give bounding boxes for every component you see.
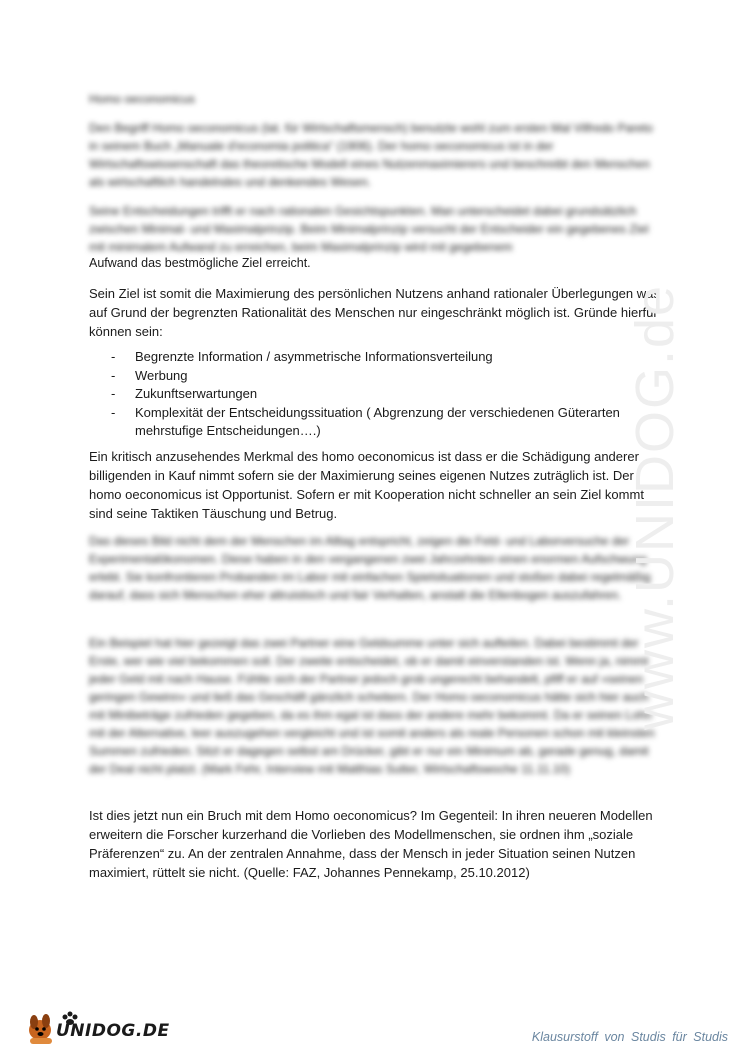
paragraph-6: Ein Beispiel hat hier gezeigt das zwei Partner eine Geldsumme unter sich aufteilen. Dabei bestimmt der Erste, wer wie viel bekommen soll. Der zweite entscheidet, ob er damit einverstanden ist. Wenn ja, nimmt jeder Geld mit nach Hause. Fühlte sich der Partner jedoch grob ungerecht behandelt, pfiff er auf »seinen geringen Gewinn« und ließ das Geschäft gänzlich scheitern. Der Homo oeconomicus hätte sich hier auch mit Minibeträge zufrieden gegeben, da es ihm egal ist dass der andere mehr bekommt. Da er seinen Lohn mit der Alternative, leer auszugehen vergleicht und ist somit anders als reale Personen schon mit kleinsten Summen zufrieden. Sitzt er dagegen selbst am Drücker, gibt er nur ein Minimum ab, gerade genug, damit der Deal nicht platzt. (Mark Fehr, Interview mit Matthias Sutter, Wirtschaftswoche 11.11.10) [89,636,655,776]
site-watermark: www.UNIDOG.de [625,283,685,730]
paragraph-5: Das dieses Bild nicht dem der Menschen im Alltag entspricht, zeigen die Feld- und Laborversuche der Experimentalökonomen. Diese haben in den vergangenen zwei Jahrzehnten einen enormen Aufschwung erlebt. Sie konfrontieren Probanden im Labor mit einfachen Spielsituationen und stoßen dabei regelmäßig darauf, dass sich Menschen eher altruistisch und fair Verhalten, anstatt die Ellenbogen auszufahren. [89,534,651,602]
paragraph-2-last-line: Aufwand das bestmögliche Ziel erreicht. [89,256,311,270]
document-title: Homo oeconomicus [89,92,196,106]
paragraph-4: Ein kritisch anzusehendes Merkmal des homo oeconomicus ist dass er die Schädigung anderer billigenden in Kauf nimmt sofern sie der Maximierung seines eigenen Nutzes zuträglich ist. Der homo oeconomicus ist Opportunist. Sofern er mit Kooperation nicht schneller an sein Ziel kommt sind seine Taktiken Täuschung und Betrug. [89,449,644,521]
paragraph-2: Seine Entscheidungen trifft er nach rationalen Gesichtspunkten. Man unterscheidet dabei grundsätzlich zwischen Minimal- und Maximalprinzip. Beim Minimalprinzip versucht der Entscheider ein gegebenes Ziel mit minimalem Aufwand zu erreichen, beim Maximalprinzip wird mit gegebenem [89,204,649,254]
list-item: - Begrenzte Information / asymmetrische Informationsverteilung [111,349,493,364]
footer-tagline: Klausurstoff von Studis für Studis [531,1030,728,1044]
logo-text: UNIDOG.DE [56,1021,170,1041]
list-item: - Zukunftserwartungen [111,386,258,401]
paragraph-7: Ist dies jetzt nun ein Bruch mit dem Homo oeconomicus? Im Gegenteil: In ihren neueren Modellen erweitern die Forscher kurzerhand die Vorlieben des Modellmenschen, sie ordnen ihm „soziale Präferenzen“ zu. An der zentralen Annahme, dass der Mensch in jeder Situation seinen Nutzen maximiert, rüttelt sie nicht. (Quelle: FAZ, Johannes Pennekamp, 25.10.2012) [89,808,653,880]
reasons-list [89,348,664,441]
list-item: - Werbung [111,367,188,383]
paragraph-3: Sein Ziel ist somit die Maximierung des persönlichen Nutzens anhand rationaler Überlegungen was auf Grund der begrenzten Rationalität des Menschen nur eingeschränkt möglich ist. Gründe hierfür können sein: [89,286,660,339]
list-item: - Komplexität der Entscheidungssituation ( Abgrenzung der verschiedenen Güterarten mehrstufige Entscheidungen….) [111,404,620,438]
paragraph-1: Den Begriff Homo oeconomicus (lat. für Wirtschaftsmensch) benutzte wohl zum ersten Mal Vilfredo Pareto in seinem Buch „Manuale d'economia politica“ (1906). Der homo oeconomicus ist in der Wirtschaftswissenschaft das theoretische Modell eines Nutzenmaximierers und beschreibt den Menschen als wirtschaftlich handelndes und denkendes Wesen. [89,121,653,189]
